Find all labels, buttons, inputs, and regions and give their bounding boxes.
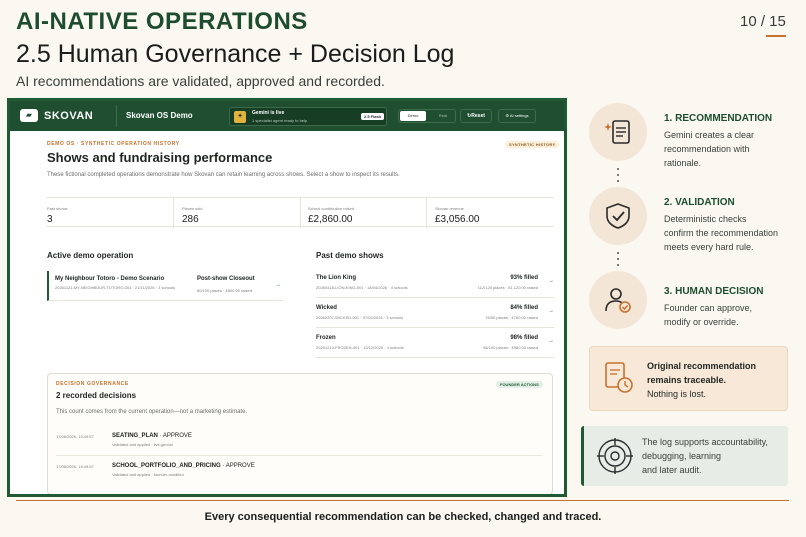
operation-name: My Neighbour Totoro - Demo Scenario [55, 276, 165, 282]
decision-row[interactable] [56, 458, 542, 486]
audit-line: and later audit. [642, 465, 702, 475]
audit-text [642, 435, 768, 477]
arrow-right-icon: → [548, 278, 554, 284]
decision-label [112, 463, 255, 469]
step-connector [617, 168, 619, 186]
page-eyebrow: DEMO OS · SYNTHETIC OPERATION HISTORY [47, 141, 180, 147]
footer-divider [16, 500, 789, 501]
step-recommendation-heading: 1. RECOMMENDATION [664, 113, 773, 124]
trace-line: remains traceable. [647, 375, 727, 385]
ai-settings-button[interactable] [498, 109, 536, 123]
places-raised: 76/90 places · £760.00 raised [485, 315, 538, 320]
ai-settings-label: AI settings [509, 113, 529, 118]
stat-value: 3 [47, 214, 53, 225]
step-line: modify or override. [664, 317, 739, 327]
mode-toggle[interactable] [398, 109, 456, 123]
divider [426, 198, 427, 228]
decision-count-note: This count comes from the current operation—not a marketing estimate. [56, 409, 248, 415]
clock-document-icon [604, 361, 634, 400]
person-check-icon [589, 271, 647, 329]
operation-status: Post-show Closeout [197, 276, 255, 282]
stat-skovan-revenue [435, 198, 561, 228]
decision-label [112, 433, 192, 439]
mode-demo-option[interactable]: Demo [400, 111, 426, 121]
audit-line: debugging, learning [642, 451, 722, 461]
trace-line: Original recommendation [647, 361, 757, 371]
step-line: rationale. [664, 158, 702, 168]
stat-value: £2,860.00 [308, 214, 353, 225]
step-line: confirm the recommendation [664, 228, 779, 238]
show-name: Frozen [316, 335, 336, 341]
stat-label: School contribution raised [308, 206, 355, 211]
divider [300, 198, 301, 228]
decision-sub: Validated and applied · live-gemini [112, 442, 173, 447]
app-top-bar [10, 101, 564, 131]
model-badge: 2.5 Flash [361, 113, 384, 120]
gear-icon: ⚙ [505, 113, 510, 118]
synthetic-history-tag: SYNTHETIC HISTORY [505, 141, 559, 148]
traceable-callout [589, 346, 788, 411]
operation-meta: 20261121-MY-NEIGHBOUR-TOTORO-003 · 21/11/2026 · 3 schools [55, 285, 176, 290]
stat-value: 286 [182, 214, 199, 225]
gemini-status-pill[interactable] [229, 107, 387, 126]
app-window [7, 98, 567, 497]
sparkle-icon: ✦ [234, 111, 246, 123]
decision-count: 2 recorded decisions [56, 391, 137, 400]
founder-actions-tag: FOUNDER ACTIONS [496, 381, 543, 388]
target-icon [596, 437, 634, 480]
past-show-row[interactable] [316, 299, 554, 328]
stat-past-shows [47, 198, 173, 228]
decision-row[interactable] [56, 428, 542, 456]
step-human-decision-text [664, 301, 752, 329]
divider [116, 105, 117, 127]
trace-line: Nothing is lost. [647, 389, 707, 399]
step-human-decision-heading: 3. HUMAN DECISION [664, 286, 764, 297]
fill-percent: 93% filled [510, 275, 538, 281]
stat-label: Skovan revenue [435, 206, 464, 211]
places-raised: 112/120 places · £1,120.00 raised [477, 285, 538, 290]
decision-name: SCHOOL_PORTFOLIO_AND_PRICING [112, 463, 221, 469]
gemini-status-title: Gemini is live [252, 110, 285, 116]
gemini-status-sub: 1 specialist agent ready to help [252, 118, 308, 123]
page-description: These fictional completed operations demonstrate how Skovan can retain learning across shows. Select a show to inspect its results. [47, 172, 400, 178]
decision-sub: Validated and applied · founder-modified [112, 472, 184, 477]
show-meta: 20260418-LION-KING-001 · 18/04/2026 · 4 schools [316, 285, 408, 290]
product-title: Skovan OS Demo [126, 111, 193, 120]
decision-action: · APPROVE [220, 463, 255, 469]
stats-row [47, 197, 553, 227]
decision-time: 17/08/2026, 19:49:57 [56, 434, 94, 439]
page-number-underline [766, 35, 786, 37]
show-name: The Lion King [316, 275, 356, 281]
slide-title: 2.5 Human Governance + Decision Log [16, 40, 455, 68]
step-line: Deterministic checks [664, 214, 747, 224]
step-line: Gemini creates a clear [664, 130, 755, 140]
step-line: recommendation with [664, 144, 750, 154]
reset-button[interactable] [460, 109, 492, 123]
step-connector [617, 252, 619, 270]
skovan-logo-icon: ▰ [20, 109, 38, 122]
places-raised: 98/100 places · £980.00 raised [483, 345, 538, 350]
reset-label: Reset [471, 113, 485, 119]
brand-name[interactable]: SKOVAN [44, 110, 94, 122]
past-show-row[interactable] [316, 329, 554, 358]
step-line: meets every hard rule. [664, 242, 754, 252]
past-show-row[interactable] [316, 269, 554, 298]
arrow-right-icon: → [548, 308, 554, 314]
arrow-right-icon: → [275, 282, 281, 288]
past-shows-heading: Past demo shows [316, 251, 384, 260]
show-meta: 20251213-FROZEN-001 · 13/12/2025 · 4 schools [316, 345, 404, 350]
stat-places-sold [182, 198, 308, 228]
stat-value: £3,056.00 [435, 214, 480, 225]
operation-status-meta: 80/100 places · £800.00 raised [197, 288, 252, 293]
decision-time: 17/08/2026, 19:49:57 [56, 464, 94, 469]
fill-percent: 84% filled [510, 305, 538, 311]
slide-footer: Every consequential recommendation can be checked, changed and traced. [204, 511, 602, 523]
shield-check-icon [589, 187, 647, 245]
decision-governance-card [47, 373, 553, 495]
audit-callout [581, 426, 788, 486]
audit-line: The log supports accountability, [642, 437, 768, 447]
governance-eyebrow: DECISION GOVERNANCE [56, 381, 129, 387]
active-operation-card[interactable] [47, 271, 283, 301]
reset-icon: ↻ [467, 113, 472, 119]
document-sparkle-icon [589, 103, 647, 161]
slide-kicker: AI-NATIVE OPERATIONS [16, 8, 308, 35]
page-title: Shows and fundraising performance [47, 150, 273, 165]
slide-subtitle: AI recommendations are validated, approved and recorded. [16, 73, 385, 89]
stat-label: Places sold [182, 206, 203, 211]
step-line: Founder can approve, [664, 303, 753, 313]
show-name: Wicked [316, 305, 337, 311]
active-operation-heading: Active demo operation [47, 251, 134, 260]
divider [173, 198, 174, 228]
decision-name: SEATING_PLAN [112, 433, 158, 439]
step-validation-heading: 2. VALIDATION [664, 197, 735, 208]
step-validation-text [664, 212, 778, 254]
show-meta: 20260207-WICKED-001 · 07/02/2026 · 3 schools [316, 315, 404, 320]
step-recommendation-text [664, 128, 754, 170]
arrow-right-icon: → [548, 338, 554, 344]
mode-real-option[interactable]: Real [438, 113, 448, 118]
traceable-text [647, 359, 756, 401]
stat-school-contribution [308, 198, 434, 228]
page-number: 10 / 15 [740, 13, 786, 30]
stat-label: Past shows [47, 206, 68, 211]
decision-action: · APPROVE [157, 433, 192, 439]
fill-percent: 98% filled [510, 335, 538, 341]
